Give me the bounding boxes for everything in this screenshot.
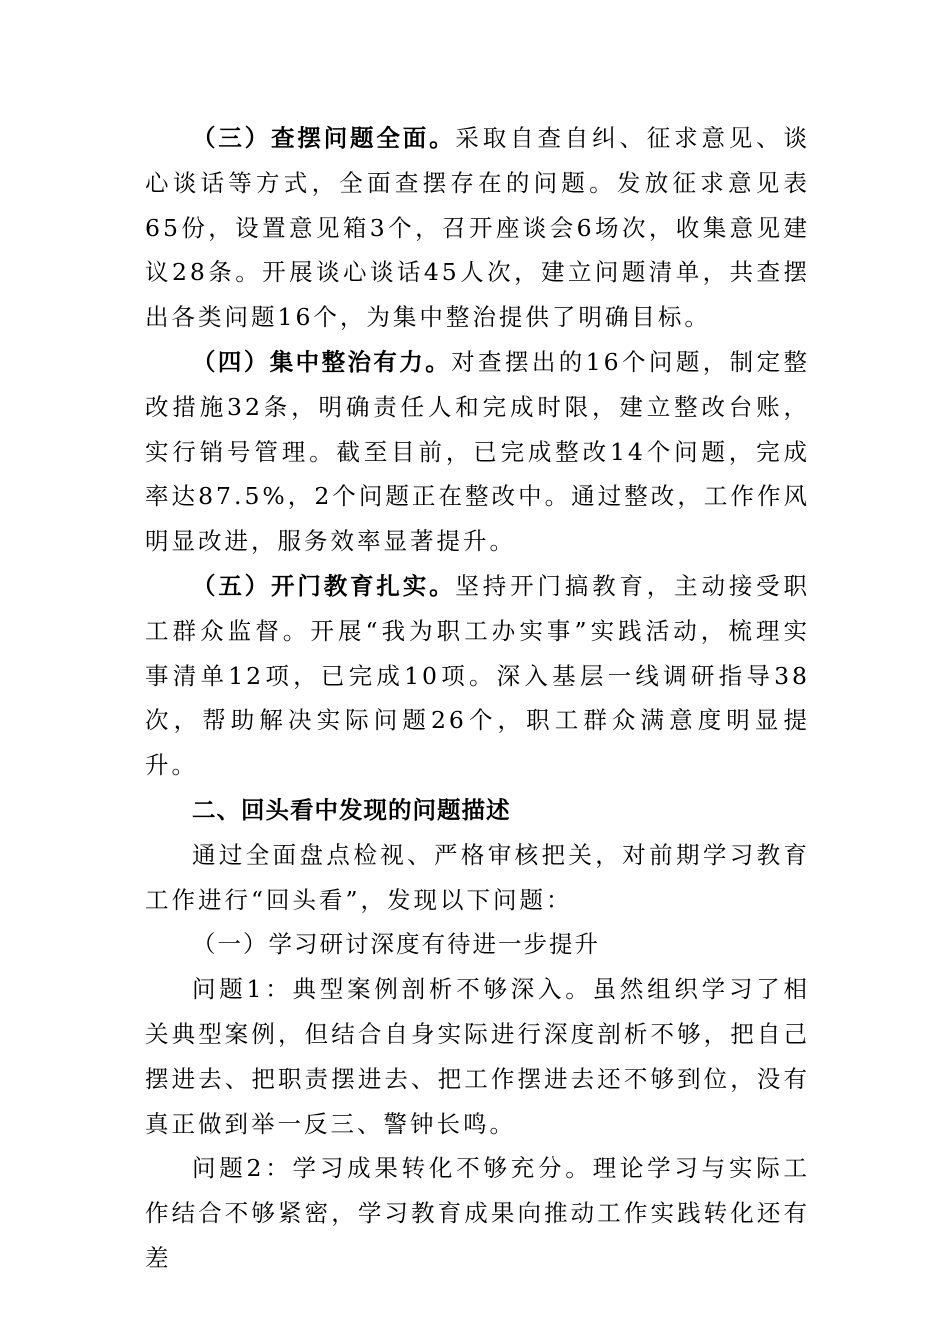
paragraph-text: 采取自查自纠、征求意见、谈心谈话等方式，全面查摆存在的问题。发放征求意见表65份，设置意见箱3个，召开座谈会6场次，收集意见建议28条。开展谈心谈话45人次，建立问题清单，共查摆出各类问题16个，为集中整治提供了明确目标。 — [145, 124, 811, 332]
subsection-heading: （一）学习研讨深度有待进一步提升 — [192, 930, 600, 959]
paragraph-lead: （三）查摆问题全面。 — [192, 124, 456, 152]
section-heading: 二、回头看中发现的问题描述 — [192, 795, 511, 824]
paragraph-lead: （五）开门教育扎实。 — [192, 571, 456, 600]
paragraph-problem-2: 问题2：学习成果转化不够充分。理论学习与实际工作结合不够紧密，学习教育成果向推动工作实践转化还有差 — [145, 1154, 810, 1272]
document-body — [145, 116, 810, 1281]
paragraph-problem-1: 问题1：典型案例剖析不够深入。虽然组织学习了相关典型案例，但结合自身实际进行深度剖析不够，把自己摆进去、把职责摆进去、把工作摆进去还不够到位，没有真正做到举一反三、警钟长鸣。 — [145, 975, 810, 1138]
paragraph-rectification — [145, 340, 810, 564]
paragraph-open-education — [145, 564, 810, 788]
paragraph-intro: 通过全面盘点检视、严格审核把关，对前期学习教育工作进行“回头看”，发现以下问题： — [145, 840, 810, 914]
paragraph-lead: （四）集中整治有力。 — [192, 347, 452, 376]
paragraph-text: 对查摆出的16个问题，制定整改措施32条，明确责任人和完成时限，建立整改台账，实行销号管理。截至目前，已完成整改14个问题，完成率达87.5%，2个问题正在整改中。通过整改，工作作风明显改进，服务效率显著提升。 — [145, 347, 811, 556]
paragraph-text: 坚持开门搞教育，主动接受职工群众监督。开展“我为职工办实事”实践活动，梳理实事清单12项，已完成10项。深入基层一线调研指导38次，帮助解决实际问题26个，职工群众满意度明显提升。 — [145, 571, 811, 780]
paragraph-investigation — [145, 116, 810, 340]
